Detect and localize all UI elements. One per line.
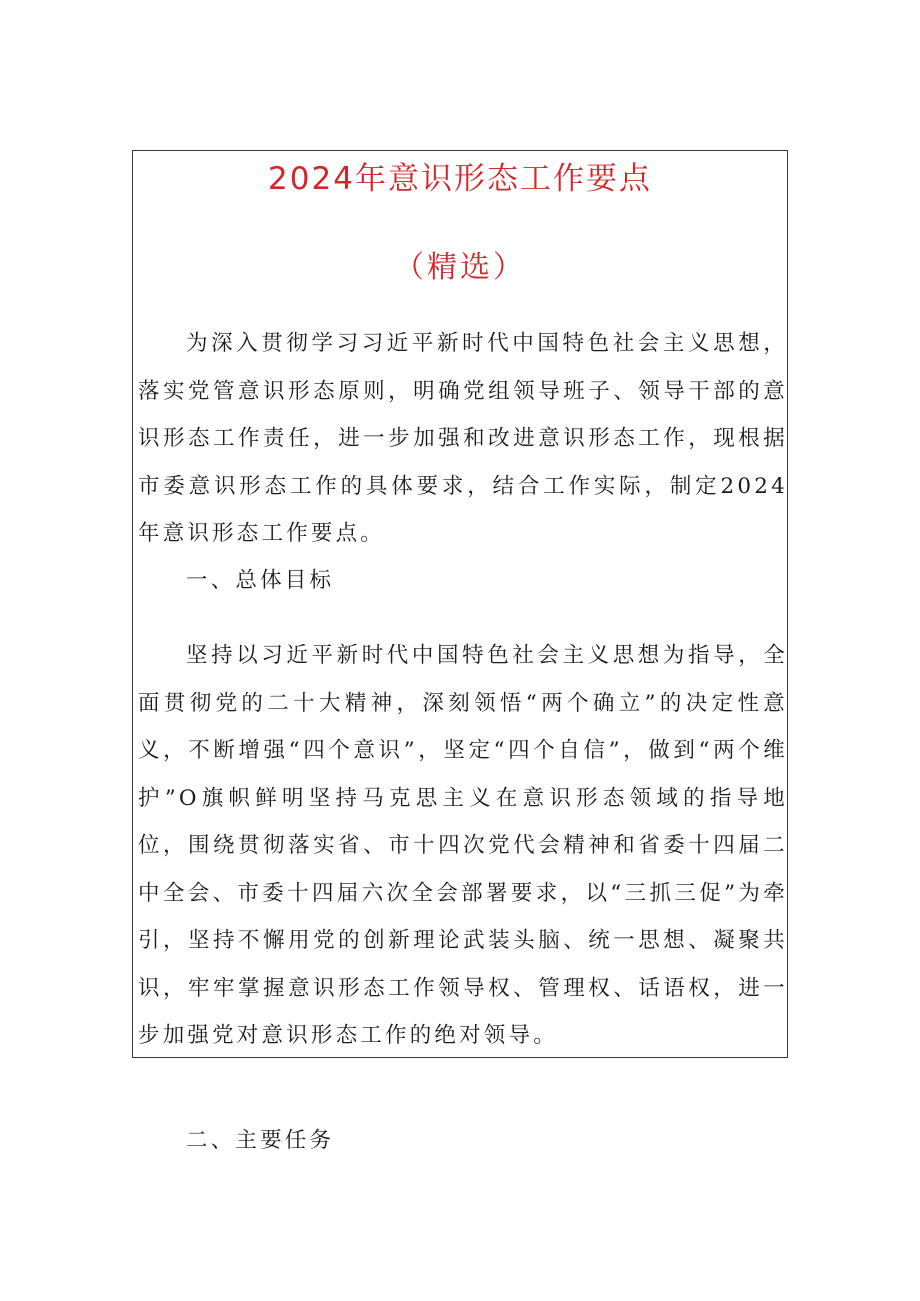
section-heading-2: 二、主要任务 [186,1128,335,1153]
intro-paragraph: 为深入贯彻学习习近平新时代中国特色社会主义思想，落实党管意识形态原则，明确党组领导班子、领导干部的意识形态工作责任，进一步加强和改进意识形态工作，现根据市委意识形态工作的具体要求，结合工作实际，制定2024年意识形态工作要点。 [138,331,788,546]
document-subtitle: （精选） [394,250,526,285]
document-title: 2024年意识形态工作要点 [268,161,652,197]
section-heading-1: 一、总体目标 [186,568,335,593]
section-1-body: 坚持以习近平新时代中国特色社会主义思想为指导，全面贯彻党的二十大精神，深刻领悟“两个确立”的决定性意义，不断增强“四个意识”，坚定“四个自信”，做到“两个维护”O旗帜鲜明坚持马克思主义在意识形态领域的指导地位，围绕贯彻落实省、市十四次党代会精神和省委十四届二中全会、市委十四届六次全会部署要求，以“三抓三促”为牵引，坚持不懈用党的创新理论武装头脑、统一思想、凝聚共识，牢牢掌握意识形态工作领导权、管理权、话语权，进一步加强党对意识形态工作的绝对领导。 [138,643,788,1048]
